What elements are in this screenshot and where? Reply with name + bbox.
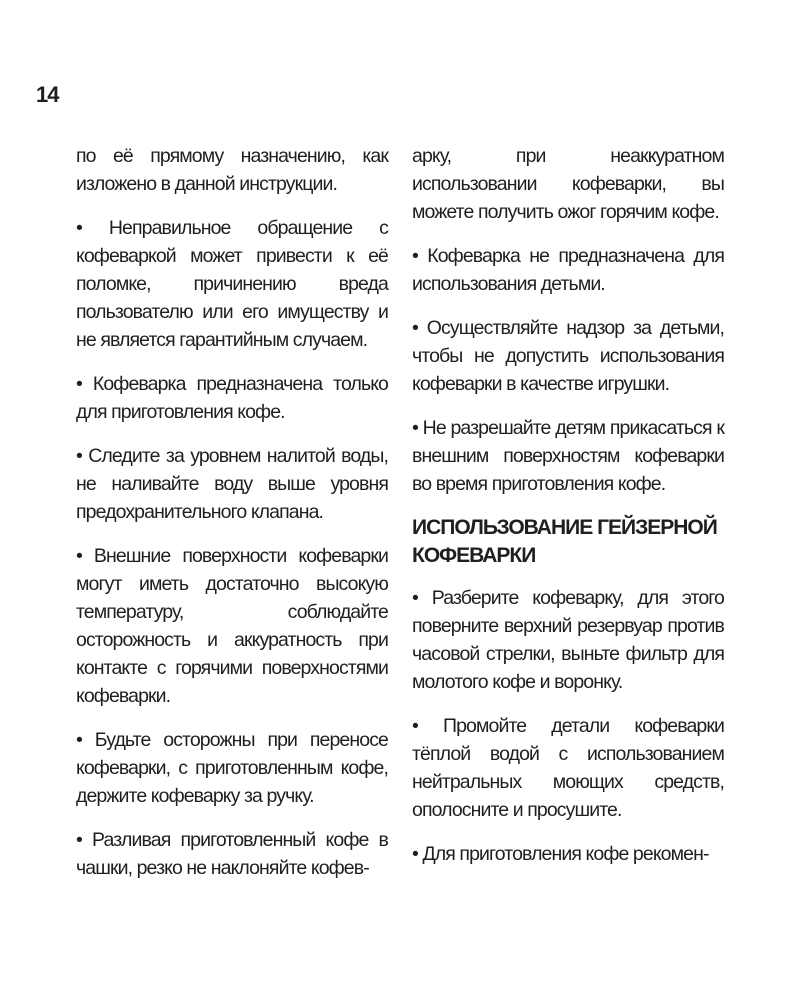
section-heading: ИСПОЛЬЗОВАНИЕ ГЕЙЗЕРНОЙ КОФЕВАРКИ — [412, 516, 717, 567]
paragraph: • Кофеварка предназначена только для приготовления кофе. — [76, 373, 388, 423]
paragraph: • Промойте детали кофеварки тёплой водой с использованием нейтральных моющих средств, ополосните и просушите. — [412, 715, 724, 821]
paragraph: по её прямому назначению, как изложено в данной инструкции. — [76, 145, 388, 195]
paragraph: • Для приготовления кофе рекомен- — [412, 843, 709, 865]
paragraph: • Не разрешайте детям прикасаться к внешним поверхностям кофеварки во время приготовления кофе. — [412, 417, 724, 495]
paragraph: • Кофеварка не предназначена для использования детьми. — [412, 245, 724, 295]
page-number: 14 — [36, 82, 59, 107]
paragraph: • Внешние поверхности кофеварки могут иметь достаточно высокую температуру, соблюдайте осторожность и аккуратность при контакте с горячими поверхностями кофеварки. — [76, 545, 388, 707]
paragraph: • Разливая приготовленный кофе в чашки, резко не наклоняйте кофев- — [76, 829, 388, 879]
paragraph: арку, при неаккуратном использовании кофеварки, вы можете получить ожог горячим кофе. — [412, 145, 724, 223]
paragraph: • Осуществляйте надзор за детьми, чтобы не допустить использования кофеварки в качестве игрушки. — [412, 317, 724, 395]
paragraph: • Следите за уровнем налитой воды, не наливайте воду выше уровня предохранительного клапана. — [76, 445, 388, 523]
left-column — [76, 142, 388, 898]
paragraph: • Неправильное обращение с кофеваркой может привести к её поломке, причинению вреда пользователю или его имуществу и не является гарантийным случаем. — [76, 217, 388, 351]
paragraph: • Разберите кофеварку, для этого поверните верхний резервуар против часовой стрелки, выньте фильтр для молотого кофе и воронку. — [412, 587, 724, 693]
paragraph: • Будьте осторожны при переносе кофеварки, с приготовленным кофе, держите кофеварку за ручку. — [76, 729, 388, 807]
right-column — [412, 142, 724, 884]
